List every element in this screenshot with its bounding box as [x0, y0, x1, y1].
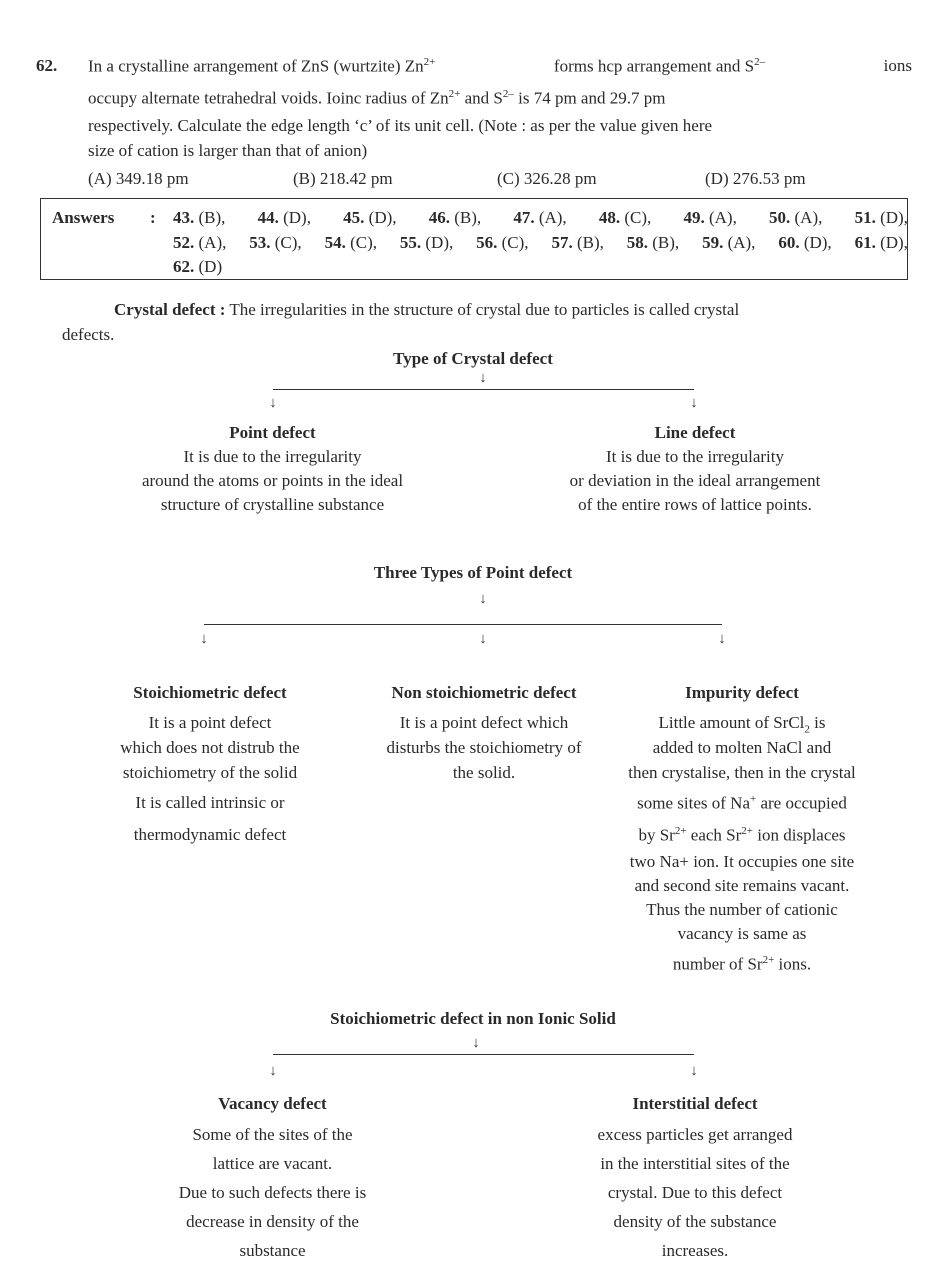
- answer-item: 51. (D),: [854, 208, 908, 227]
- point-defect-line: It is due to the irregularity: [183, 447, 362, 466]
- answers-label: Answers: [52, 208, 115, 227]
- option-a: (A) 349.18 pm: [88, 169, 189, 188]
- answer-item: 45. (D),: [343, 208, 397, 227]
- q-l1-sup1: 2+: [423, 56, 436, 68]
- line-defect-block: [530, 421, 860, 517]
- down-arrow-icon: ↓: [269, 1063, 277, 1079]
- down-arrow-icon: ↓: [718, 631, 726, 647]
- impurity-line: then crystalise, then in the crystal: [628, 763, 856, 782]
- answer-item: 56. (C),: [476, 233, 529, 252]
- impurity-line: two Na+ ion. It occupies one site: [629, 852, 855, 871]
- interstitial-line: increases.: [661, 1241, 729, 1260]
- impurity-line: vacancy is same as: [677, 924, 807, 943]
- impurity-line: added to molten NaCl and: [652, 738, 832, 757]
- line-defect-heading: Line defect: [654, 423, 736, 442]
- line-defect-line: It is due to the irregularity: [606, 447, 784, 466]
- vacancy-heading: Vacancy defect: [218, 1094, 327, 1113]
- answers-row-1: [173, 208, 908, 228]
- vacancy-line: Some of the sites of the: [192, 1125, 353, 1144]
- answer-item: 47. (A),: [513, 208, 567, 227]
- option-d: (D) 276.53 pm: [705, 169, 806, 188]
- question-line-3: respectively. Calculate the edge length ‘c’ of its unit cell. (Note : as per the value given here: [88, 116, 713, 135]
- answers-colon: :: [150, 208, 156, 227]
- option-b: (B) 218.42 pm: [293, 169, 393, 188]
- line-defect-line: of the entire rows of lattice points.: [578, 495, 812, 514]
- answer-item: 60. (D),: [778, 233, 832, 252]
- answer-item: 46. (B),: [428, 208, 482, 227]
- option-c: (C) 326.28 pm: [497, 169, 597, 188]
- point-defect-heading: Point defect: [229, 423, 316, 442]
- answer-item: 57. (B),: [551, 233, 604, 252]
- interstitial-line: density of the substance: [613, 1212, 777, 1231]
- answer-item: 43. (B),: [173, 208, 226, 227]
- answer-item: 55. (D),: [399, 233, 454, 252]
- vacancy-line: decrease in density of the: [186, 1212, 359, 1231]
- down-arrow-icon: ↓: [269, 395, 277, 411]
- answers-row-2: [173, 233, 908, 253]
- q-l1-mid: forms hcp arrangement and S: [553, 56, 755, 76]
- impurity-line: number of $Sr^{2+}$ ions.: [672, 954, 812, 974]
- answer-item: 58. (B),: [626, 233, 680, 252]
- vacancy-defect-block: [140, 1094, 405, 1265]
- impurity-heading: Impurity defect: [685, 683, 799, 702]
- point-defect-block: [120, 421, 425, 517]
- line-defect-line: or deviation in the ideal arrangement: [569, 471, 821, 490]
- nonionic-title: Stoichiometric defect in non Ionic Solid: [330, 1009, 616, 1028]
- stoichiometric-heading: Stoichiometric defect: [133, 683, 287, 702]
- stoich-line: which does not distrub the: [120, 738, 300, 757]
- stoichiometric-defect-block: [85, 683, 335, 845]
- three-types-title: Three Types of Point defect: [373, 563, 573, 582]
- non-stoichiometric-heading: Non stoichiometric defect: [391, 683, 577, 702]
- question-number: 62.: [36, 56, 58, 75]
- crystal-defect-def-line-2: defects.: [62, 325, 115, 344]
- answer-item: 49. (A),: [683, 208, 737, 227]
- interstitial-line: crystal. Due to this defect: [607, 1183, 783, 1202]
- interstitial-heading: Interstitial defect: [632, 1094, 758, 1113]
- crystal-defect-def-line-1: The irregularities in the structure of crystal due to particles is called crystal: [229, 300, 740, 319]
- stoich-line: It is called intrinsic or: [135, 793, 285, 812]
- down-arrow-icon: ↓: [690, 1063, 698, 1079]
- q-l1-end: ions: [883, 56, 912, 75]
- down-arrow-icon: ↓: [479, 631, 487, 647]
- type-of-crystal-defect-title: Type of Crystal defect: [393, 349, 553, 368]
- answer-item: 62. (D): [173, 257, 223, 276]
- nonstoich-line: disturbs the stoichiometry of: [386, 738, 582, 757]
- answers-row-3: [173, 257, 222, 277]
- impurity-defect-block: [596, 683, 888, 975]
- crystal-defect-definition: [114, 300, 739, 320]
- answer-item: 61. (D),: [854, 233, 908, 252]
- q-l2-text: occupy alternate tetrahedral voids. Ioinc radius of Zn: [88, 88, 449, 108]
- vacancy-line: Due to such defects there is: [178, 1183, 367, 1202]
- interstitial-line: excess particles get arranged: [597, 1125, 793, 1144]
- impurity-line: and second site remains vacant.: [634, 876, 850, 895]
- down-arrow-icon: ↓: [472, 1035, 480, 1051]
- answer-item: 52. (A),: [173, 233, 227, 252]
- q-l1-text: In a crystalline arrangement of ZnS (wurtzite) Zn: [88, 56, 424, 76]
- down-arrow-icon: ↓: [200, 631, 208, 647]
- q-l2-sup2: 2–: [502, 88, 514, 100]
- stoich-line: stoichiometry of the solid: [122, 763, 298, 782]
- question-line-4: size of cation is larger than that of anion): [88, 141, 368, 160]
- question-line-1: [88, 56, 912, 77]
- interstitial-line: in the interstitial sites of the: [600, 1154, 790, 1173]
- vacancy-line: substance: [239, 1241, 306, 1260]
- q-l2-end: is 74 pm and 29.7 pm: [518, 88, 666, 108]
- stoich-line: It is a point defect: [148, 713, 272, 732]
- q-l2-sup1: 2+: [448, 88, 461, 100]
- answer-item: 48. (C),: [598, 208, 652, 227]
- answer-item: 50. (A),: [769, 208, 823, 227]
- impurity-line: some sites of Na+ are occupied: [637, 793, 847, 813]
- point-defect-line: around the atoms or points in the ideal: [141, 471, 404, 490]
- impurity-line: by $Sr^{2+}$ each $Sr^{2+}$ ion displaces: [638, 825, 846, 845]
- nonstoich-line: the solid.: [452, 763, 516, 782]
- vacancy-line: lattice are vacant.: [212, 1154, 333, 1173]
- answer-item: 53. (C),: [249, 233, 302, 252]
- q-l2-mid: and S: [464, 88, 503, 108]
- crystal-defect-term: Crystal defect :: [114, 300, 226, 319]
- impurity-line: Thus the number of cationic: [646, 900, 838, 919]
- non-stoichiometric-defect-block: [354, 683, 614, 783]
- point-defect-line: structure of crystalline substance: [160, 495, 385, 514]
- down-arrow-icon: ↓: [690, 395, 698, 411]
- answer-item: 54. (C),: [324, 233, 377, 252]
- down-arrow-icon: ↓: [479, 370, 487, 386]
- interstitial-defect-block: [555, 1094, 835, 1265]
- branch-line: [273, 389, 694, 390]
- question-line-2: [88, 88, 665, 109]
- answer-item: 44. (D),: [257, 208, 311, 227]
- branch-line: [204, 624, 722, 625]
- stoich-line: thermodynamic defect: [133, 825, 287, 844]
- branch-line: [273, 1054, 694, 1055]
- impurity-line: Little amount of SrCl$_2$ is: [658, 713, 826, 736]
- down-arrow-icon: ↓: [479, 591, 487, 607]
- q-l1-sup2: 2–: [754, 56, 766, 68]
- answer-item: 59. (A),: [702, 233, 756, 252]
- nonstoich-line: It is a point defect which: [399, 713, 569, 732]
